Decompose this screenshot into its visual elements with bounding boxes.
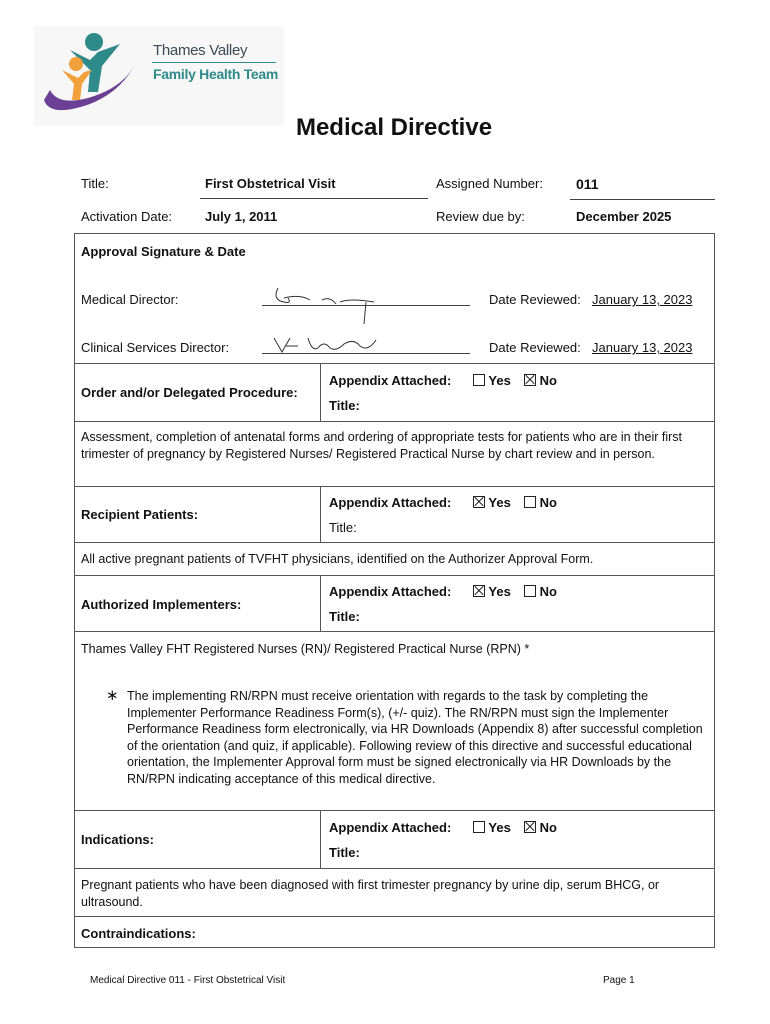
family-figures-icon xyxy=(40,30,138,116)
activation-date-label: Activation Date: xyxy=(81,209,173,224)
row-divider xyxy=(74,363,715,364)
appendix-no-label: No xyxy=(539,820,557,835)
column-divider xyxy=(320,810,321,868)
column-divider xyxy=(320,363,321,421)
checkbox-checked-icon[interactable] xyxy=(524,374,536,386)
section-label-indications: Indications: xyxy=(81,832,154,847)
appendix-no-label: No xyxy=(539,495,557,510)
checkbox-icon[interactable] xyxy=(473,374,485,386)
row-divider xyxy=(74,421,715,422)
footer-left: Medical Directive 011 - First Obstetrical Visit xyxy=(90,975,286,986)
appendix-yes-option[interactable] xyxy=(473,820,511,835)
appendix-label: Appendix Attached: xyxy=(329,584,452,599)
document-title: Medical Directive xyxy=(295,114,493,141)
checkbox-icon[interactable] xyxy=(524,585,536,597)
clinical-director-label: Clinical Services Director: xyxy=(81,340,230,355)
row-divider xyxy=(74,575,715,576)
column-divider xyxy=(320,486,321,542)
appendix-no-label: No xyxy=(539,584,557,599)
review-due-value: December 2025 xyxy=(576,209,672,224)
logo-block xyxy=(34,26,284,126)
appendix-yes-option[interactable] xyxy=(473,584,511,599)
assigned-number-value: 011 xyxy=(576,176,599,192)
row-divider xyxy=(74,916,715,917)
appendix-no-option[interactable] xyxy=(524,584,557,599)
appendix-yes-option[interactable] xyxy=(473,495,511,510)
medical-director-signature xyxy=(270,280,390,330)
appendix-no-label: No xyxy=(539,373,557,388)
appendix-yes-label: Yes xyxy=(488,495,511,510)
checkbox-icon[interactable] xyxy=(524,496,536,508)
row-divider xyxy=(74,868,715,869)
appendix-no-option[interactable] xyxy=(524,495,557,510)
appendix-title-label: Title: xyxy=(329,520,357,535)
appendix-title-label: Title: xyxy=(329,609,360,624)
assigned-number-label: Assigned Number: xyxy=(436,176,543,191)
appendix-yes-label: Yes xyxy=(488,373,511,388)
appendix-title-label: Title: xyxy=(329,845,360,860)
appendix-no-option[interactable] xyxy=(524,373,557,388)
assigned-underline xyxy=(570,199,715,200)
row-divider xyxy=(74,810,715,811)
row-divider xyxy=(74,486,715,487)
date-reviewed-value-1: January 13, 2023 xyxy=(592,292,693,307)
section-body-indications: Pregnant patients who have been diagnosed with first trimester pregnancy by urine dip, serum BHCG, or ultrasound. xyxy=(81,878,660,909)
appendix-yes-label: Yes xyxy=(488,584,511,599)
date-reviewed-label-1: Date Reviewed: xyxy=(489,292,581,307)
appendix-label: Appendix Attached: xyxy=(329,820,452,835)
section-label-order: Order and/or Delegated Procedure: xyxy=(81,385,298,400)
column-divider xyxy=(320,575,321,631)
appendix-label: Appendix Attached: xyxy=(329,373,452,388)
org-divider xyxy=(152,62,276,63)
section-body-recipient: All active pregnant patients of TVFHT physicians, identified on the Authorizer Approval Form. xyxy=(81,552,594,566)
section-label-recipient: Recipient Patients: xyxy=(81,507,199,522)
appendix-yes-label: Yes xyxy=(488,820,511,835)
asterisk-bullet-icon: ∗ xyxy=(106,687,119,704)
review-due-label: Review due by: xyxy=(436,209,525,224)
appendix-title-label: Title: xyxy=(329,398,360,413)
appendix-no-option[interactable] xyxy=(524,820,557,835)
page-number: Page 1 xyxy=(603,975,635,986)
clinical-director-signature xyxy=(268,332,388,358)
section-label-contraindications: Contraindications: xyxy=(81,926,196,941)
appendix-label: Appendix Attached: xyxy=(329,495,452,510)
title-value: First Obstetrical Visit xyxy=(205,176,336,191)
activation-date-value: July 1, 2011 xyxy=(205,209,278,224)
medical-director-label: Medical Director: xyxy=(81,292,179,307)
section-body-implementers: Thames Valley FHT Registered Nurses (RN)/ Registered Practical Nurse (RPN) * xyxy=(81,642,530,656)
checkbox-checked-icon[interactable] xyxy=(473,496,485,508)
row-divider xyxy=(74,631,715,632)
appendix-yes-option[interactable] xyxy=(473,373,511,388)
checkbox-checked-icon[interactable] xyxy=(473,585,485,597)
row-divider xyxy=(74,542,715,543)
checkbox-checked-icon[interactable] xyxy=(524,821,536,833)
date-reviewed-value-2: January 13, 2023 xyxy=(592,340,693,355)
section-label-implementers: Authorized Implementers: xyxy=(81,597,242,612)
org-name-line2: Family Health Team xyxy=(153,66,279,82)
title-label: Title: xyxy=(81,176,109,191)
title-underline xyxy=(200,198,428,199)
org-name-line1: Thames Valley xyxy=(153,42,248,59)
date-reviewed-label-2: Date Reviewed: xyxy=(489,340,581,355)
implementer-note: The implementing RN/RPN must receive orientation with regards to the task by completing the Implementer Performance Readiness Form(s), (+/- quiz). The RN/RPN must sign the Implementer Performance Readiness form electronically, via HR Downloads (Appendix 8) after successful completion of the orientation (and quiz, if applicable). Following review of this directive and successful educational orientation, the Implementer Approval form must be signed electronically via HR Downloads by the RN/RPN indicating acceptance of this medical directive. xyxy=(127,689,703,786)
approval-heading: Approval Signature & Date xyxy=(81,244,246,259)
checkbox-icon[interactable] xyxy=(473,821,485,833)
section-body-order: Assessment, completion of antenatal forms and ordering of appropriate tests for patients who are in their first trimester of pregnancy by Registered Nurses/ Registered Practical Nurse by chart review and in person. xyxy=(81,430,683,461)
